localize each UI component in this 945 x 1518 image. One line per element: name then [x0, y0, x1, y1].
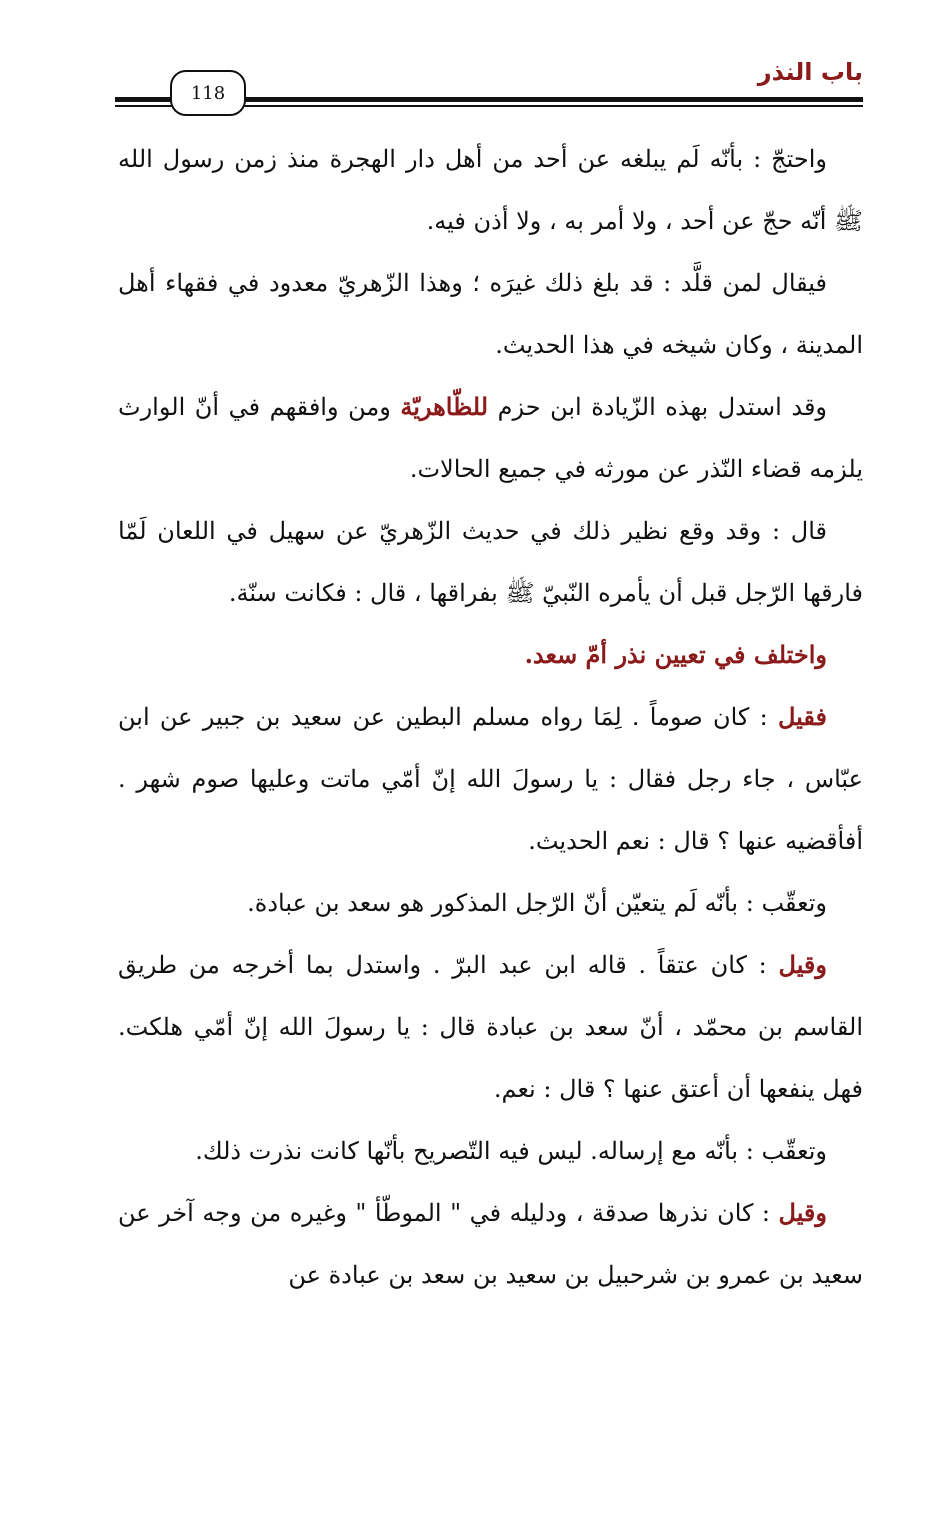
paragraph-3-text-b: ومن وافقهم في أنّ الوارث يلزمه قضاء النّذر عن مورثه في جميع الحالات.: [118, 393, 863, 483]
paragraph-2: فيقال لمن قلَّد : قد بلغ ذلك غيرَه ؛ وهذا الزّهريّ معدود في فقهاء أهل المدينة ، وكان شيخه في هذا الحديث.: [118, 269, 863, 359]
paragraph-5: [118, 686, 863, 872]
paragraph-7: [118, 934, 863, 1120]
paragraph-9: [118, 1182, 863, 1306]
paragraph-6: وتعقّب : بأنّه لَم يتعيّن أنّ الرّجل المذكور هو سعد بن عبادة.: [247, 889, 827, 917]
paragraph-1: واحتجّ : بأنّه لَم يبلغه عن أحد من أهل دار الهجرة منذ زمن رسول الله ﷺ أنّه حجّ عن أحد ، ولا أمر به ، ولا أذن فيه.: [118, 145, 863, 235]
paragraph-9-text: : كان نذرها صدقة ، ودليله في " الموطّأ " وغيره من وجه آخر عن سعيد بن عمرو بن شرحبيل بن سعيد بن سعد بن عبادة عن: [118, 1199, 863, 1289]
section-heading: واختلف في تعيين نذر أمّ سعد.: [524, 640, 827, 669]
keyword-waqil-2: وقيل: [778, 1198, 827, 1227]
keyword-faqil: فقيل: [777, 702, 827, 731]
paragraph-7-text: : كان عتقاً . قاله ابن عبد البرّ . واستدل بما أخرجه من طريق القاسم بن محمّد ، أنّ سعد بن عبادة قال : يا رسولَ الله إنّ أمّي هلكت. فهل ينفعها أن أعتق عنها ؟ قال : نعم.: [118, 951, 863, 1103]
paragraph-4: قال : وقد وقع نظير ذلك في حديث الزّهريّ عن سهيل في اللعان لَمّا فارقها الرّجل قبل أن يأمره النّبيّ ﷺ بفراقها ، قال : فكانت سنّة.: [118, 517, 863, 607]
paragraph-3-text-a: وقد استدل بهذه الزّيادة ابن حزم: [488, 393, 828, 421]
page-number-box: [170, 70, 246, 116]
page-header: [0, 0, 945, 130]
chapter-title: باب النذر: [757, 58, 863, 86]
page-number: 118: [190, 82, 226, 104]
paragraph-8: وتعقّب : بأنّه مع إرساله. ليس فيه التّصريح بأنّها كانت نذرت ذلك.: [195, 1137, 827, 1165]
keyword-waqil-1: وقيل: [778, 950, 827, 979]
paragraph-3: [118, 376, 863, 500]
keyword-zahiriyya: للظّاهريّة: [400, 392, 489, 421]
paragraph-5-text: : كان صوماً . لِمَا رواه مسلم البطين عن سعيد بن جبير عن ابن عبّاس ، جاء رجل فقال : يا رسولَ الله إنّ أمّي ماتت وعليها صوم شهر . أفأقضيه عنها ؟ قال : نعم الحديث.: [118, 703, 863, 855]
page-body: [118, 128, 863, 1306]
